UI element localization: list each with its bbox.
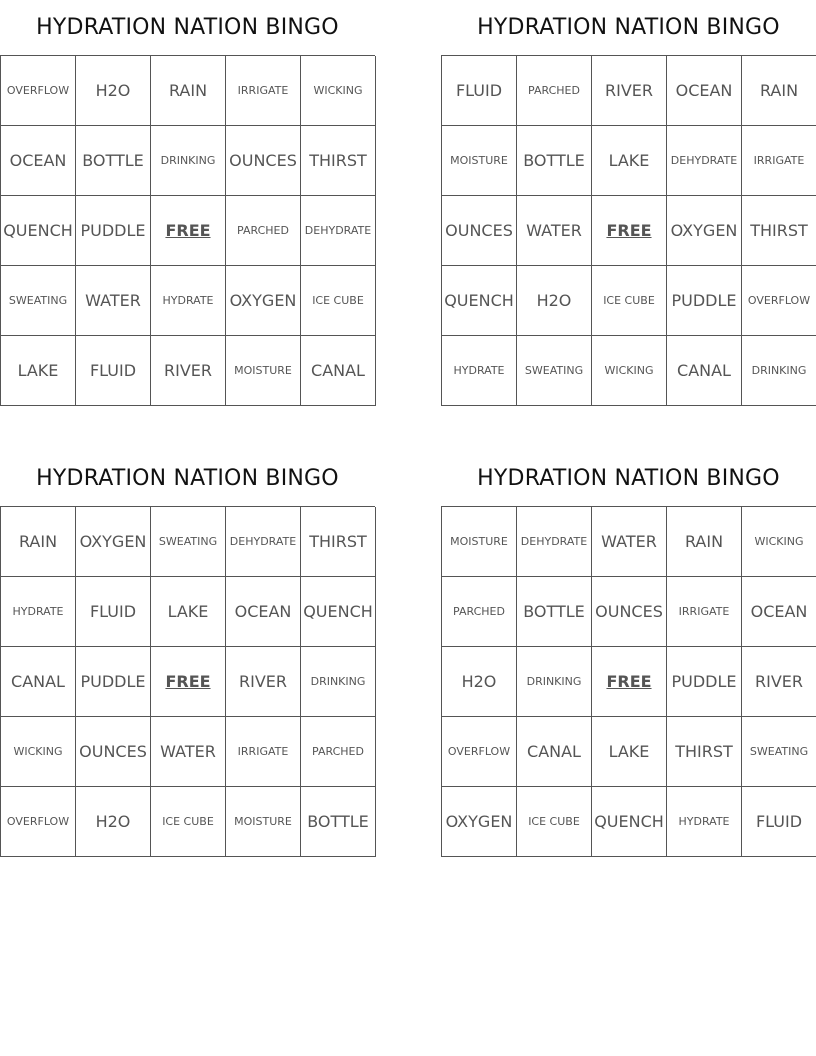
bingo-card <box>0 0 375 406</box>
bingo-cell: WICKING <box>592 336 667 406</box>
bingo-cell: WATER <box>517 196 592 266</box>
bingo-cell: THIRST <box>301 507 376 577</box>
bingo-cell: SWEATING <box>1 266 76 336</box>
bingo-cell: PARCHED <box>517 56 592 126</box>
bingo-cell: OXYGEN <box>76 507 151 577</box>
bingo-cell: H2O <box>76 787 151 857</box>
bingo-card <box>441 451 816 857</box>
bingo-grid <box>441 55 816 406</box>
bingo-cell: FLUID <box>76 577 151 647</box>
bingo-cell: SWEATING <box>517 336 592 406</box>
bingo-cell: BOTTLE <box>76 126 151 196</box>
bingo-cell: PARCHED <box>226 196 301 266</box>
bingo-cell: QUENCH <box>592 787 667 857</box>
bingo-cell: OUNCES <box>76 717 151 787</box>
bingo-cell: WATER <box>76 266 151 336</box>
bingo-cell: OXYGEN <box>667 196 742 266</box>
bingo-cell: DEHYDRATE <box>301 196 376 266</box>
bingo-grid <box>0 55 375 406</box>
bingo-cell: BOTTLE <box>301 787 376 857</box>
bingo-cell: OUNCES <box>592 577 667 647</box>
bingo-cell: OCEAN <box>667 56 742 126</box>
card-title: HYDRATION NATION BINGO <box>477 15 780 40</box>
bingo-cell: IRRIGATE <box>742 126 816 196</box>
bingo-cell: ICE CUBE <box>151 787 226 857</box>
bingo-cell: DEHYDRATE <box>517 507 592 577</box>
bingo-cell: RIVER <box>151 336 226 406</box>
bingo-cell: OVERFLOW <box>1 787 76 857</box>
bingo-cell: OCEAN <box>742 577 816 647</box>
bingo-cell: THIRST <box>667 717 742 787</box>
bingo-cell: H2O <box>442 647 517 717</box>
bingo-cell: H2O <box>517 266 592 336</box>
bingo-cell: MOISTURE <box>442 126 517 196</box>
bingo-cell: THIRST <box>742 196 816 266</box>
bingo-cell: QUENCH <box>301 577 376 647</box>
bingo-cell: HYDRATE <box>151 266 226 336</box>
bingo-cell: FLUID <box>742 787 816 857</box>
bingo-cell: ICE CUBE <box>517 787 592 857</box>
bingo-cell: IRRIGATE <box>226 56 301 126</box>
bingo-cell: RAIN <box>667 507 742 577</box>
bingo-cell: WATER <box>151 717 226 787</box>
card-title: HYDRATION NATION BINGO <box>36 15 339 40</box>
bingo-cell: LAKE <box>1 336 76 406</box>
bingo-cell: PARCHED <box>442 577 517 647</box>
bingo-cell: LAKE <box>592 717 667 787</box>
free-space-cell: FREE <box>151 647 226 717</box>
bingo-cell: QUENCH <box>442 266 517 336</box>
bingo-cell: DEHYDRATE <box>226 507 301 577</box>
bingo-grid <box>0 506 375 857</box>
bingo-cell: OUNCES <box>442 196 517 266</box>
bingo-cell: DEHYDRATE <box>667 126 742 196</box>
bingo-cell: LAKE <box>151 577 226 647</box>
bingo-cell: SWEATING <box>742 717 816 787</box>
bingo-cell: WATER <box>592 507 667 577</box>
bingo-cell: OVERFLOW <box>1 56 76 126</box>
bingo-cell: RAIN <box>151 56 226 126</box>
bingo-cell: FLUID <box>442 56 517 126</box>
bingo-cell: OCEAN <box>226 577 301 647</box>
bingo-card <box>0 451 375 857</box>
bingo-cell: RAIN <box>742 56 816 126</box>
bingo-cell: WICKING <box>742 507 816 577</box>
free-space-cell: FREE <box>592 647 667 717</box>
bingo-cell: CANAL <box>1 647 76 717</box>
bingo-cell: FLUID <box>76 336 151 406</box>
bingo-cell: BOTTLE <box>517 577 592 647</box>
bingo-cell: IRRIGATE <box>226 717 301 787</box>
bingo-cell: DRINKING <box>151 126 226 196</box>
bingo-cell: CANAL <box>517 717 592 787</box>
bingo-cell: MOISTURE <box>442 507 517 577</box>
bingo-cell: RAIN <box>1 507 76 577</box>
bingo-cell: HYDRATE <box>1 577 76 647</box>
bingo-card <box>441 0 816 406</box>
bingo-cell: OUNCES <box>226 126 301 196</box>
bingo-cell: RIVER <box>226 647 301 717</box>
bingo-cell: QUENCH <box>1 196 76 266</box>
bingo-cell: PUDDLE <box>76 647 151 717</box>
card-title: HYDRATION NATION BINGO <box>477 466 780 491</box>
bingo-cell: CANAL <box>301 336 376 406</box>
bingo-cell: CANAL <box>667 336 742 406</box>
bingo-cell: HYDRATE <box>442 336 517 406</box>
bingo-cell: OXYGEN <box>442 787 517 857</box>
bingo-cell: OVERFLOW <box>742 266 816 336</box>
bingo-cell: SWEATING <box>151 507 226 577</box>
bingo-cell: MOISTURE <box>226 787 301 857</box>
bingo-cell: RIVER <box>592 56 667 126</box>
bingo-cell: OXYGEN <box>226 266 301 336</box>
bingo-cell: H2O <box>76 56 151 126</box>
bingo-cell: ICE CUBE <box>592 266 667 336</box>
bingo-cell: DRINKING <box>517 647 592 717</box>
bingo-cell: OVERFLOW <box>442 717 517 787</box>
bingo-cell: PARCHED <box>301 717 376 787</box>
bingo-cell: MOISTURE <box>226 336 301 406</box>
bingo-cell: THIRST <box>301 126 376 196</box>
bingo-cell: WICKING <box>301 56 376 126</box>
bingo-cell: DRINKING <box>742 336 816 406</box>
bingo-cell: RIVER <box>742 647 816 717</box>
card-title: HYDRATION NATION BINGO <box>36 466 339 491</box>
bingo-cell: DRINKING <box>301 647 376 717</box>
bingo-cell: ICE CUBE <box>301 266 376 336</box>
bingo-cell: BOTTLE <box>517 126 592 196</box>
bingo-cell: PUDDLE <box>667 647 742 717</box>
bingo-cell: WICKING <box>1 717 76 787</box>
bingo-cell: LAKE <box>592 126 667 196</box>
free-space-cell: FREE <box>592 196 667 266</box>
bingo-cell: HYDRATE <box>667 787 742 857</box>
bingo-cell: OCEAN <box>1 126 76 196</box>
bingo-cell: IRRIGATE <box>667 577 742 647</box>
free-space-cell: FREE <box>151 196 226 266</box>
bingo-cell: PUDDLE <box>667 266 742 336</box>
bingo-grid <box>441 506 816 857</box>
bingo-cell: PUDDLE <box>76 196 151 266</box>
